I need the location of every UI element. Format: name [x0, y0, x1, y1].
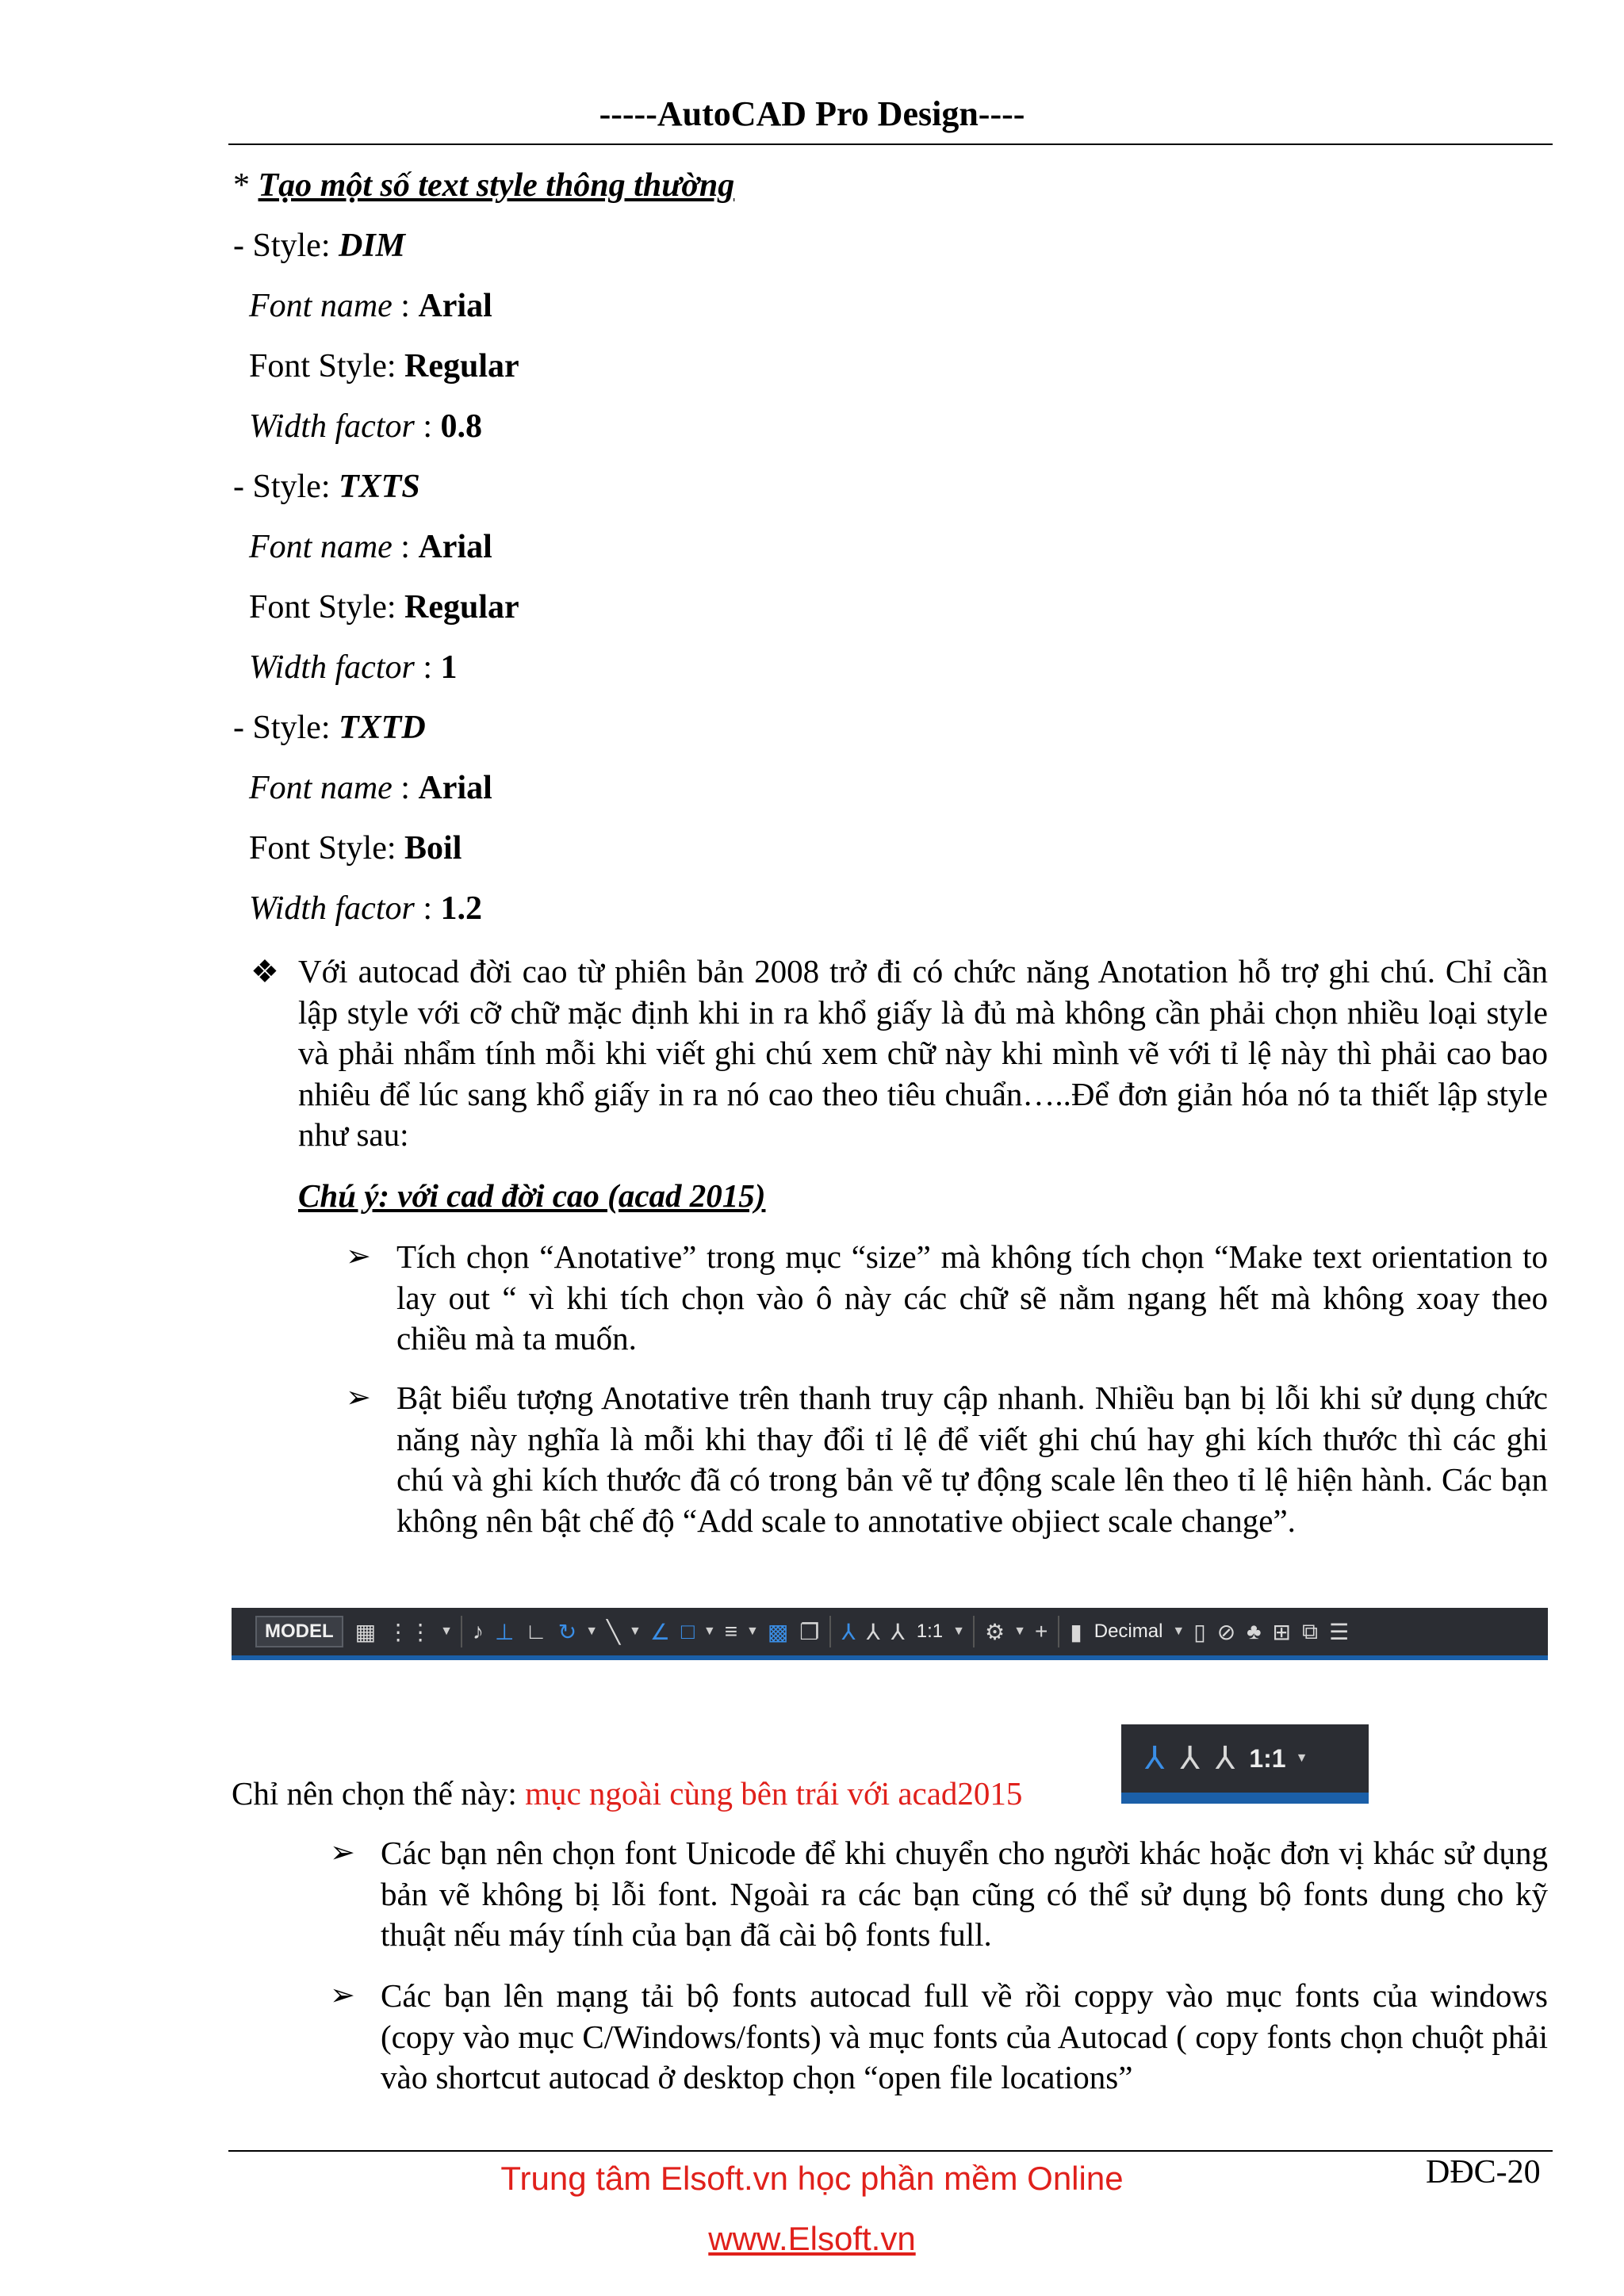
- annotation-visibility-icon[interactable]: ⅄: [841, 1619, 856, 1644]
- style-prefix: - Style:: [233, 228, 339, 264]
- bullet-quick-access-text: Bật biểu tượng Anotative trên thanh truy cập nhanh. Nhiều bạn bị lỗi khi sử dụng chức năng này nghĩa là mỗi khi thay đổi tỉ lệ để viết ghi chú hay ghi kích thước thì các ghi chú và ghi kích thước đã có trong bản vẽ tự động scale lên theo tỉ lệ hiện hành. Các bạn không nên bật chế độ “Add scale to annotative objiect scale change”.: [396, 1380, 1548, 1539]
- arrow-bullet-icon: ➢: [346, 1381, 371, 1414]
- annotation-mini-bar: [1121, 1724, 1369, 1804]
- model-button[interactable]: MODEL: [255, 1616, 343, 1647]
- chevron-down-icon[interactable]: ▼: [585, 1624, 599, 1638]
- hamburger-menu-icon[interactable]: ☰: [1329, 1619, 1350, 1644]
- autocad-status-bar: [232, 1608, 1548, 1660]
- anotation-paragraph: Với autocad đời cao từ phiên bản 2008 trở đi có chức năng Anotation hỗ trợ ghi chú. Chỉ cần lập style với cỡ chữ mặc định khi in ra khổ giấy là đủ mà không cần phải chọn nhiều loại style và phải nhẩm tính mỗi khi viết ghi chú xem chữ này khi mình vẽ với tỉ lệ này thì phải cao bao nhiêu để lúc sang khổ giấy in ra nó cao theo tiêu chuẩn…..Để đơn giản hóa nó ta thiết lập style như sau:: [298, 953, 1548, 1153]
- style-txtd-width: [249, 888, 482, 929]
- selection-cycling-icon[interactable]: ❐: [799, 1619, 820, 1644]
- page-number: DĐC-20: [1426, 2154, 1541, 2191]
- style-dim-line: [233, 225, 405, 266]
- footer-center-text: Trung tâm Elsoft.vn học phần mềm Online: [500, 2160, 1124, 2197]
- chevron-down-icon[interactable]: ▼: [1295, 1751, 1308, 1765]
- font-style-value: Regular: [404, 348, 519, 385]
- width-value: 0.8: [440, 408, 483, 445]
- gear-icon[interactable]: ⚙: [985, 1619, 1005, 1644]
- colon: :: [414, 408, 441, 445]
- clean-screen-icon[interactable]: ⧉: [1302, 1618, 1318, 1644]
- width-label: Width factor: [249, 890, 415, 927]
- choose-highlight: mục ngoài cùng bên trái với acad2015: [525, 1775, 1023, 1812]
- infer-constraints-icon[interactable]: ♪: [472, 1619, 484, 1644]
- section-heading: [233, 165, 734, 206]
- colon: :: [414, 890, 441, 927]
- font-style-label: Font Style:: [249, 830, 405, 867]
- footer-rule: [228, 2150, 1553, 2152]
- chevron-down-icon[interactable]: ▼: [746, 1624, 759, 1638]
- chevron-down-icon[interactable]: ▼: [952, 1624, 965, 1638]
- transparency-icon[interactable]: ▩: [767, 1619, 789, 1644]
- chevron-down-icon[interactable]: ▼: [1013, 1624, 1026, 1638]
- font-name-label: Font name: [249, 770, 393, 806]
- header-rule: [228, 144, 1553, 145]
- style-name: TXTD: [339, 710, 426, 746]
- plus-icon[interactable]: +: [1034, 1619, 1048, 1644]
- lineweight-icon[interactable]: ≡: [724, 1619, 738, 1644]
- isodraft-icon[interactable]: ╲: [607, 1619, 620, 1644]
- separator: [461, 1616, 462, 1647]
- font-name-label: Font name: [249, 529, 393, 565]
- bullet-download-fonts-text: Các bạn lên mạng tải bộ fonts autocad full về rồi coppy vào mục fonts của windows (copy vào mục C/Windows/fonts) và mục fonts của Autocad ( copy fonts chọn chuột phải vào shortcut autocad ở desktop chọn “open file locations”: [381, 1977, 1548, 2095]
- annotation-scale-value[interactable]: 1:1: [916, 1621, 944, 1642]
- heading-text: Tạo một số text style thông thường: [258, 167, 735, 204]
- quick-properties-toggle-icon[interactable]: ▯: [1193, 1619, 1206, 1644]
- font-name-value: Arial: [418, 529, 492, 565]
- width-value: 1: [440, 649, 458, 686]
- chevron-down-icon[interactable]: ▼: [440, 1624, 453, 1638]
- ortho-icon[interactable]: ∟: [525, 1619, 547, 1644]
- style-dim-font-name: [249, 285, 492, 327]
- style-prefix: - Style:: [233, 469, 339, 505]
- width-value: 1.2: [440, 890, 483, 927]
- page-header-title: -----AutoCAD Pro Design----: [599, 94, 1025, 133]
- note-heading: Chú ý: với cad đời cao (acad 2015): [298, 1177, 766, 1214]
- annotation-scale-value[interactable]: 1:1: [1249, 1743, 1286, 1773]
- object-snap-tracking-icon[interactable]: ∠: [649, 1619, 670, 1644]
- polar-tracking-icon[interactable]: ↻: [557, 1619, 577, 1644]
- isolate-objects-icon[interactable]: ♣: [1247, 1619, 1262, 1644]
- annotation-scale-icon[interactable]: ⅄: [1215, 1741, 1235, 1776]
- lock-ui-icon[interactable]: ⊘: [1216, 1619, 1236, 1644]
- heading-star: *: [233, 167, 259, 204]
- style-txtd-line: [233, 707, 426, 748]
- chevron-down-icon[interactable]: ▼: [1172, 1624, 1185, 1638]
- chevron-down-icon[interactable]: ▼: [628, 1624, 642, 1638]
- annotation-visibility-icon[interactable]: ⅄: [1145, 1741, 1165, 1776]
- arrow-bullet-icon: ➢: [330, 1979, 355, 2012]
- annotation-scale-icon[interactable]: ⅄: [891, 1619, 905, 1644]
- choose-prefix: Chỉ nên chọn thế này:: [232, 1775, 526, 1812]
- auto-scale-icon[interactable]: ⅄: [1180, 1741, 1200, 1776]
- hardware-acceleration-icon[interactable]: ⊞: [1272, 1619, 1291, 1644]
- colon: :: [392, 770, 419, 806]
- font-name-label: Font name: [249, 288, 393, 324]
- font-style-label: Font Style:: [249, 348, 405, 385]
- font-style-value: Regular: [404, 589, 519, 626]
- grid-icon[interactable]: ▦: [354, 1619, 377, 1644]
- font-style-value: Boil: [404, 830, 462, 867]
- style-txts-line: [233, 466, 420, 507]
- separator: [973, 1616, 975, 1647]
- units-value[interactable]: Decimal: [1094, 1621, 1163, 1642]
- style-txts-font-style: [249, 587, 519, 628]
- style-dim-width: [249, 406, 482, 447]
- separator: [829, 1616, 831, 1647]
- object-snap-icon[interactable]: □: [680, 1619, 695, 1644]
- bullet-unicode-text: Các bạn nên chọn font Unicode để khi chuyển cho người khác hoặc đơn vị khác sử dụng bản vẽ không bị lỗi font. Ngoài ra các bạn cũng có thể sử dụng bộ fonts dung cho kỹ thuật nếu máy tính của bạn đã cài bộ fonts full.: [381, 1835, 1548, 1953]
- font-style-label: Font Style:: [249, 589, 405, 626]
- separator: [1058, 1616, 1059, 1647]
- colon: :: [414, 649, 441, 686]
- quick-properties-icon[interactable]: ▮: [1070, 1619, 1082, 1644]
- style-txts-font-name: [249, 526, 492, 568]
- style-name: DIM: [339, 228, 406, 264]
- style-txtd-font-name: [249, 767, 492, 809]
- footer-link[interactable]: www.Elsoft.vn: [708, 2220, 916, 2257]
- style-name: TXTS: [339, 469, 420, 505]
- choose-line: [232, 1773, 1022, 1814]
- colon: :: [392, 288, 419, 324]
- dynamic-input-icon[interactable]: ⊥: [494, 1619, 515, 1644]
- bullet-anotative-text: Tích chọn “Anotative” trong mục “size” mà không tích chọn “Make text orientation to lay out “ vì khi tích chọn vào ô này các chữ sẽ nằm ngang hết mà không xoay theo chiều mà ta muốn.: [396, 1238, 1548, 1357]
- style-prefix: - Style:: [233, 710, 339, 746]
- auto-scale-icon[interactable]: ⅄: [866, 1619, 880, 1644]
- colon: :: [392, 529, 419, 565]
- chevron-down-icon[interactable]: ▼: [703, 1624, 716, 1638]
- style-txts-width: [249, 647, 458, 688]
- style-dim-font-style: [249, 346, 519, 387]
- diamond-bullet-icon: ❖: [251, 954, 279, 989]
- arrow-bullet-icon: ➢: [346, 1240, 371, 1273]
- style-txtd-font-style: [249, 828, 462, 869]
- font-name-value: Arial: [418, 770, 492, 806]
- arrow-bullet-icon: ➢: [330, 1836, 355, 1869]
- width-label: Width factor: [249, 649, 415, 686]
- width-label: Width factor: [249, 408, 415, 445]
- snap-icon[interactable]: ⋮⋮: [387, 1619, 432, 1644]
- font-name-value: Arial: [418, 288, 492, 324]
